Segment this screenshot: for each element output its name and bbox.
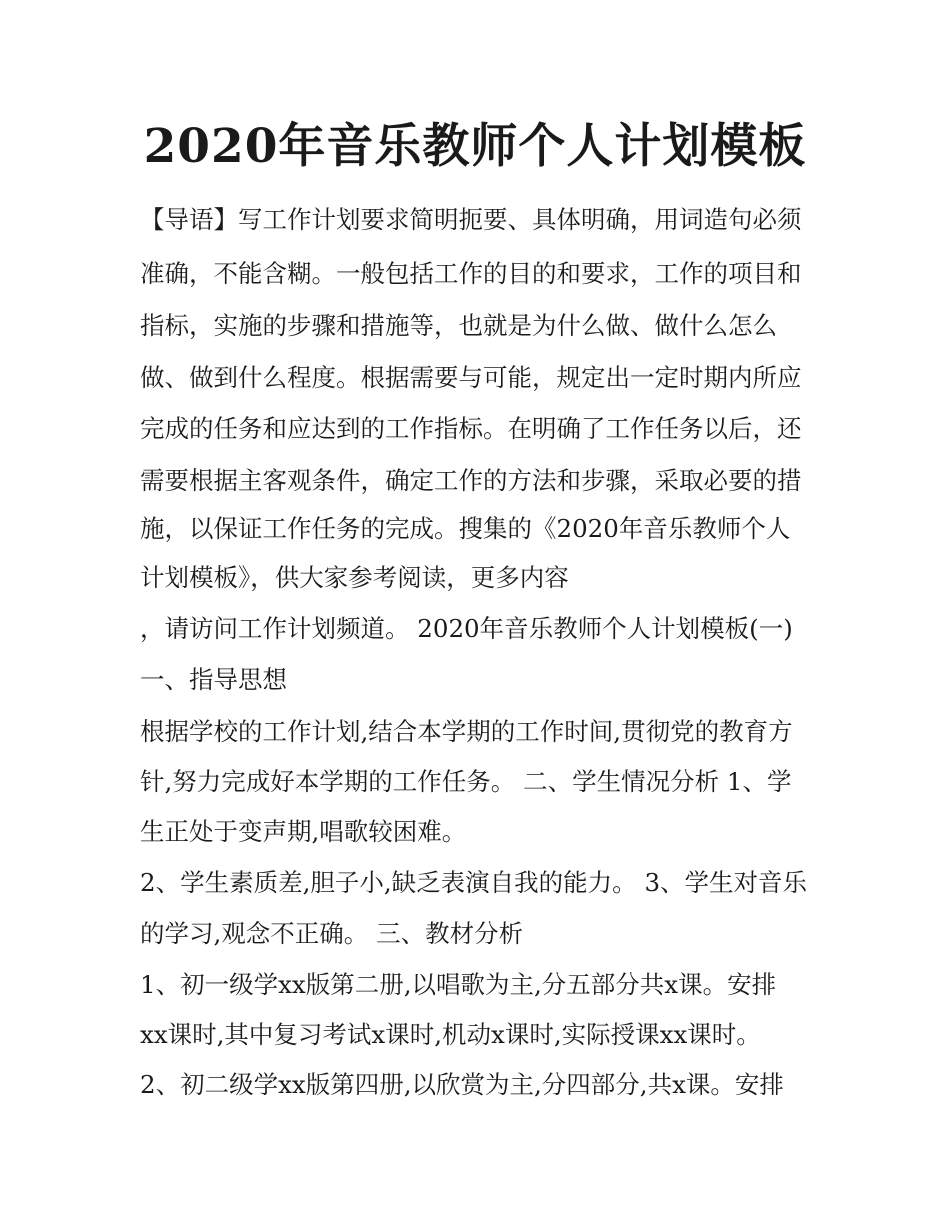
body-line: 准确，不能含糊。一般包括工作的目的和要求，工作的项目和 (140, 259, 802, 288)
body-line: 针,努力完成好本学期的工作任务。 二、学生情况分析 1、学 (140, 767, 792, 796)
body-line: 的学习,观念不正确。 三、教材分析 (140, 919, 524, 948)
body-line: 【导语】写工作计划要求简明扼要、具体明确，用词造句必须 (140, 205, 802, 234)
section-heading: 一、指导思想 (140, 665, 287, 694)
body-line: 1、初一级学xx版第二册,以唱歌为主,分五部分共x课。安排 (140, 970, 777, 999)
body-line: 完成的任务和应达到的工作指标。在明确了工作任务以后，还 (140, 414, 802, 443)
body-line: xx课时,其中复习考试x课时,机动x课时,实际授课xx课时。 (140, 1020, 761, 1049)
body-line: 指标，实施的步骤和措施等，也就是为什么做、做什么怎么 (140, 311, 777, 340)
body-line: 施，以保证工作任务的完成。搜集的《2020年音乐教师个人 (140, 514, 791, 543)
body-line: 做、做到什么程度。根据需要与可能，规定出一定时期内所应 (140, 363, 802, 392)
document-title: 2020年音乐教师个人计划模板 (143, 119, 807, 174)
body-line: 2、初二级学xx版第四册,以欣赏为主,分四部分,共x课。安排 (140, 1070, 784, 1099)
body-line: 生正处于变声期,唱歌较困难。 (140, 817, 467, 846)
body-line: 计划模板》，供大家参考阅读，更多内容 (140, 563, 569, 592)
body-line: 2、学生素质差,胆子小,缺乏表演自我的能力。 3、学生对音乐 (140, 868, 808, 897)
body-line: 根据学校的工作计划,结合本学期的工作时间,贯彻党的教育方 (140, 717, 793, 746)
body-line: 需要根据主客观条件，确定工作的方法和步骤，采取必要的措 (140, 466, 802, 495)
body-line: ，请访问工作计划频道。 2020年音乐教师个人计划模板(一) (140, 614, 793, 643)
